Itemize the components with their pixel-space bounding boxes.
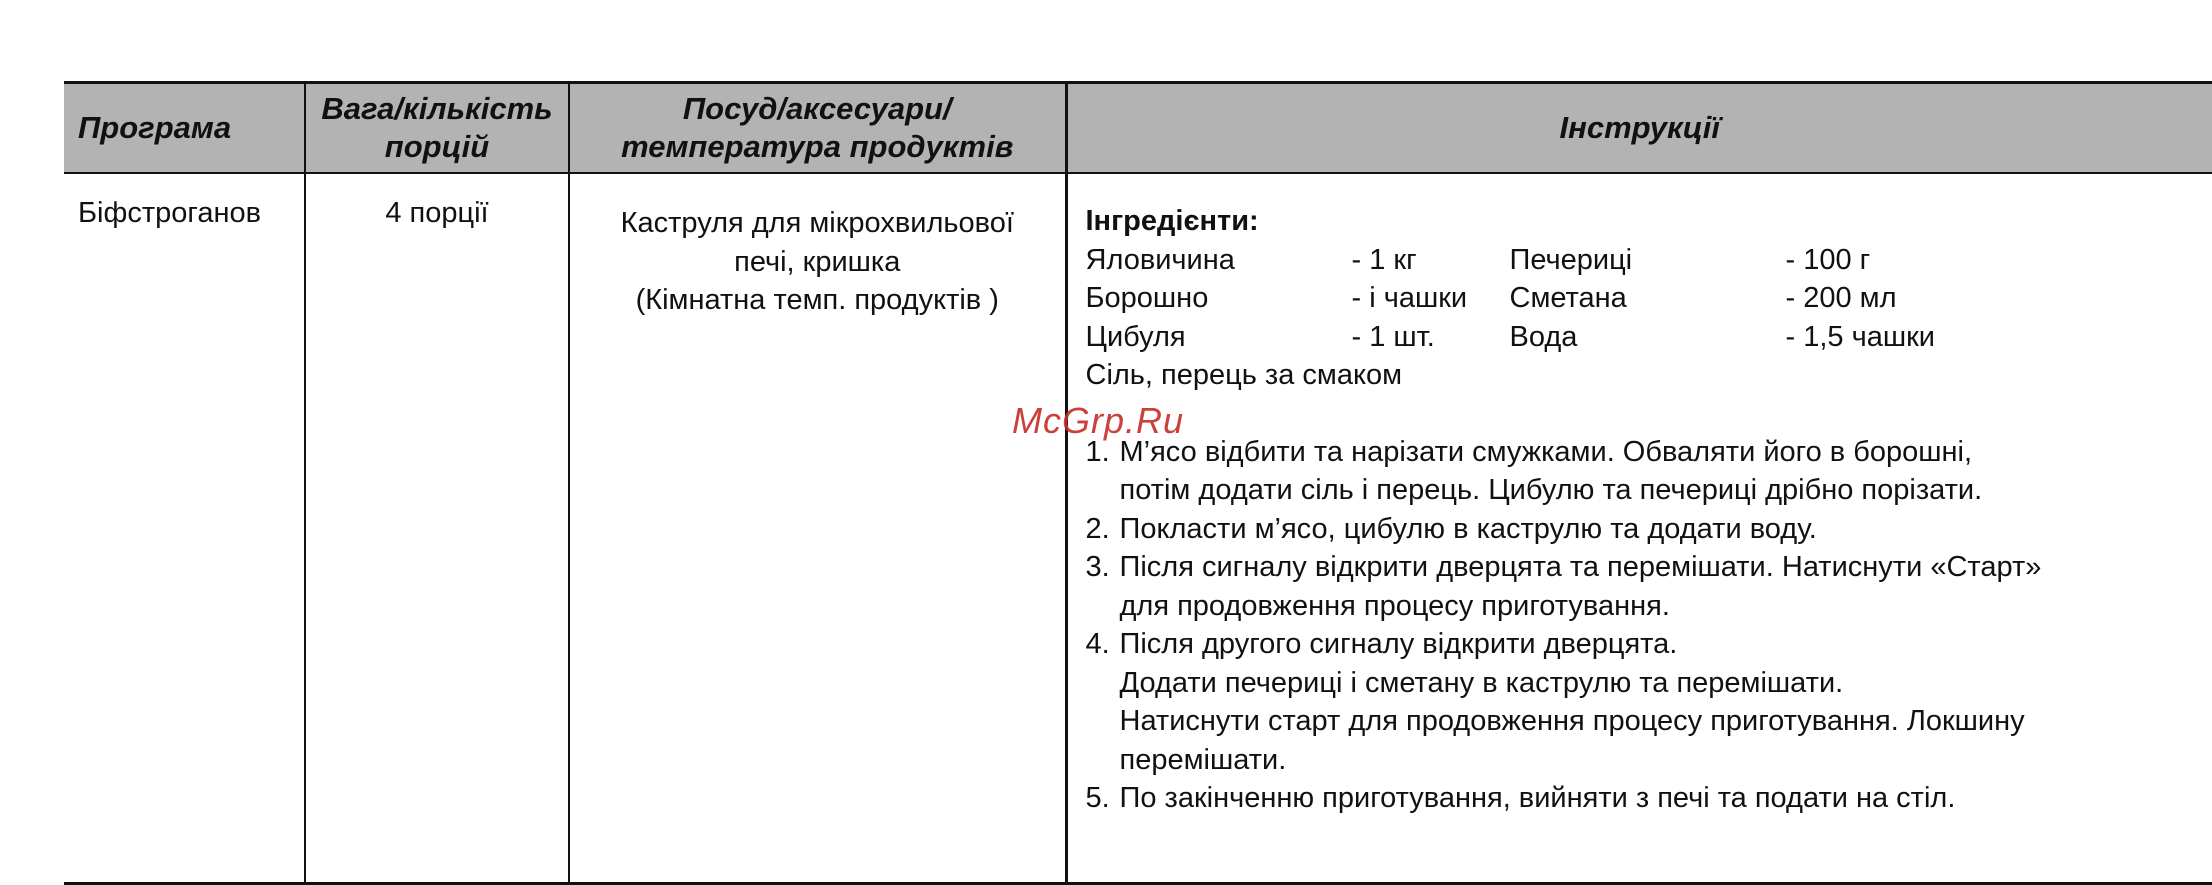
step-number: 4. bbox=[1086, 625, 1120, 779]
header-row bbox=[64, 83, 2212, 174]
cookware-line: Каструля для мікрохвильової bbox=[621, 207, 1014, 239]
ingredients-title: Інгредієнти: bbox=[1086, 202, 2212, 241]
ingredient-name: Сметана bbox=[1510, 279, 1786, 318]
step-text: для продовження процесу приготування. bbox=[1120, 587, 2212, 626]
step-item bbox=[1086, 548, 2212, 625]
header-weight-line: порцій bbox=[385, 129, 489, 164]
header-weight-line: Вага/кількість bbox=[321, 91, 552, 126]
table-row bbox=[64, 173, 2212, 884]
ingredient-name: Цибуля bbox=[1086, 318, 1352, 357]
step-number: 1. bbox=[1086, 433, 1120, 510]
header-cookware bbox=[569, 83, 1066, 174]
step-text: Натиснути старт для продовження процесу приготування. Локшину bbox=[1120, 702, 2212, 741]
step-item bbox=[1086, 625, 2212, 779]
step-item bbox=[1086, 779, 2212, 818]
ingredient-name: Вода bbox=[1510, 318, 1786, 357]
header-cookware-line: температура продуктів bbox=[621, 129, 1013, 164]
seasoning-note: Сіль, перець за смаком bbox=[1086, 356, 2212, 395]
ingredient-name: Печериці bbox=[1510, 241, 1786, 280]
header-cookware-line: Посуд/аксесуари/ bbox=[683, 91, 952, 126]
ingredients-list bbox=[1086, 241, 2212, 357]
weight-cell: 4 порції bbox=[305, 173, 569, 884]
step-text: М’ясо відбити та нарізати смужками. Обваляти його в борошні, bbox=[1120, 433, 2212, 472]
ingredient-qty: - 1 шт. bbox=[1352, 318, 1510, 357]
ingredient-qty: - 1 кг bbox=[1352, 241, 1510, 280]
step-text: Покласти м’ясо, цибулю в каструлю та додати воду. bbox=[1120, 510, 2212, 549]
header-weight bbox=[305, 83, 569, 174]
cookware-line: (Кімнатна темп. продуктів ) bbox=[636, 284, 999, 316]
header-instructions: Інструкції bbox=[1066, 83, 2212, 174]
step-text: По закінченню приготування, вийняти з печі та подати на стіл. bbox=[1120, 779, 2212, 818]
cookware-cell bbox=[569, 173, 1066, 884]
step-number: 3. bbox=[1086, 548, 1120, 625]
step-text: потім додати сіль і перець. Цибулю та печериці дрібно порізати. bbox=[1120, 471, 2212, 510]
ingredient-qty: - 100 г bbox=[1786, 241, 1956, 280]
step-item bbox=[1086, 510, 2212, 549]
step-item bbox=[1086, 433, 2212, 510]
step-number: 5. bbox=[1086, 779, 1120, 818]
program-cell: Біфстроганов bbox=[64, 173, 305, 884]
step-text: Після сигналу відкрити дверцята та перемішати. Натиснути «Старт» bbox=[1120, 548, 2212, 587]
ingredient-qty: - 200 мл bbox=[1786, 279, 1956, 318]
recipe-table bbox=[64, 81, 2212, 885]
step-text: Додати печериці і сметану в каструлю та перемішати. bbox=[1120, 664, 2212, 703]
ingredient-name: Яловичина bbox=[1086, 241, 1352, 280]
ingredient-name: Борошно bbox=[1086, 279, 1352, 318]
cookware-line: печі, кришка bbox=[734, 246, 900, 278]
watermark: McGrp.Ru bbox=[1012, 400, 1184, 442]
steps-list bbox=[1086, 433, 2212, 818]
step-text: перемішати. bbox=[1120, 741, 2212, 780]
step-number: 2. bbox=[1086, 510, 1120, 549]
ingredient-qty: - і чашки bbox=[1352, 279, 1510, 318]
ingredient-qty: - 1,5 чашки bbox=[1786, 318, 1956, 357]
header-program: Програма bbox=[64, 83, 305, 174]
instructions-cell bbox=[1066, 173, 2212, 884]
step-text: Після другого сигналу відкрити дверцята. bbox=[1120, 625, 2212, 664]
